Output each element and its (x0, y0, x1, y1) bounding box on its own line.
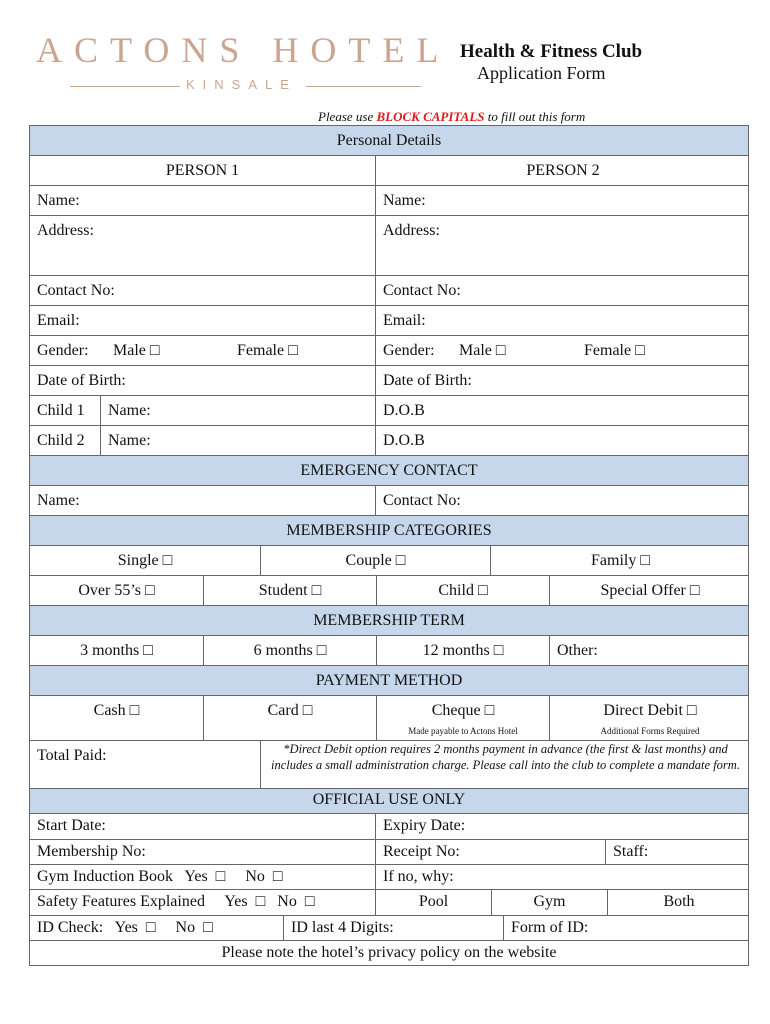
logo-location: KINSALE (186, 77, 297, 92)
person2-gender (375, 336, 750, 365)
person-header-row (29, 155, 749, 185)
section-membership-term (29, 605, 749, 635)
contact-row (29, 275, 749, 305)
direct-debit-note: Additional Forms Required (600, 726, 700, 736)
form-title: Health & Fitness Club (460, 41, 643, 62)
address-row (29, 215, 749, 275)
privacy-note-row (29, 940, 749, 966)
family-checkbox[interactable]: Family □ (490, 546, 750, 575)
gym-induction-checkboxes[interactable]: Gym Induction Book Yes □ No □ (37, 868, 283, 885)
couple-checkbox[interactable]: Couple □ (260, 546, 490, 575)
3-months-checkbox[interactable]: 3 months □ (80, 642, 153, 659)
person1-female-checkbox[interactable]: Female □ (237, 342, 298, 359)
section-title: PAYMENT METHOD (315, 672, 463, 689)
direct-debit-info: *Direct Debit option requires 2 months payment in advance (the first & last months) and includes a small administration charge. Please call into the club to complete a mandate form. (260, 741, 750, 788)
gym-option[interactable]: Gym (491, 890, 607, 915)
expiry-date-field[interactable]: Expiry Date: (375, 814, 750, 839)
membership-no-field[interactable]: Membership No: (37, 843, 146, 860)
direct-debit-checkbox[interactable]: Direct Debit □ (603, 702, 697, 719)
id-check-row (29, 915, 749, 940)
notice-emphasis: BLOCK CAPITALS (376, 109, 485, 124)
total-paid-field[interactable]: Total Paid: (37, 747, 107, 764)
dob-row (29, 365, 749, 395)
6-months-checkbox[interactable]: 6 months □ (203, 636, 376, 665)
other-term-field[interactable]: Other: (549, 636, 750, 665)
logo-rule-right (306, 86, 421, 87)
cash-checkbox[interactable]: Cash □ (93, 702, 140, 719)
dates-row (29, 813, 749, 839)
person2-male-checkbox[interactable]: Male □ (459, 342, 506, 359)
if-no-why-field[interactable]: If no, why: (375, 865, 750, 889)
person1-contact-field[interactable]: Contact No: (37, 282, 115, 299)
person1-email-field[interactable]: Email: (37, 312, 80, 329)
section-personal-details (29, 125, 749, 155)
logo-sub (36, 77, 426, 95)
person1-address-field[interactable]: Address: (37, 222, 94, 239)
email-row (29, 305, 749, 335)
category-row-1 (29, 545, 749, 575)
total-paid-row (29, 740, 749, 788)
gym-induction-row (29, 864, 749, 889)
person1-male-checkbox[interactable]: Male □ (113, 342, 160, 359)
person2-female-checkbox[interactable]: Female □ (584, 342, 645, 359)
12-months-checkbox[interactable]: 12 months □ (376, 636, 549, 665)
child1-row (29, 395, 749, 425)
person1-header: PERSON 1 (165, 162, 240, 179)
notice-text-1: Please use (318, 109, 377, 124)
child2-row (29, 425, 749, 455)
child1-name-field[interactable]: Name: (100, 396, 375, 425)
gender-row (29, 335, 749, 365)
term-row (29, 635, 749, 665)
person2-contact-field[interactable]: Contact No: (375, 276, 750, 305)
cheque-checkbox[interactable]: Cheque □ (431, 702, 495, 719)
section-membership-categories (29, 515, 749, 545)
hotel-logo (36, 30, 451, 95)
child2-name-field[interactable]: Name: (100, 426, 375, 455)
logo-wordmark: ACTONS HOTEL (36, 30, 451, 70)
child-checkbox[interactable]: Child □ (376, 576, 549, 605)
cheque-option (376, 696, 549, 740)
receipt-no-field[interactable]: Receipt No: (375, 840, 605, 864)
form-subtitle: Application Form (477, 63, 606, 83)
section-title: MEMBERSHIP TERM (313, 612, 465, 629)
application-form (29, 125, 749, 966)
special-offer-checkbox[interactable]: Special Offer □ (549, 576, 750, 605)
pool-option[interactable]: Pool (375, 890, 491, 915)
payment-row (29, 695, 749, 740)
person2-name-field[interactable]: Name: (375, 186, 750, 215)
person2-dob-field[interactable]: Date of Birth: (375, 366, 750, 395)
emergency-name-field[interactable]: Name: (37, 492, 80, 509)
privacy-note: Please note the hotel’s privacy policy on the website (221, 944, 557, 961)
name-row (29, 185, 749, 215)
child2-dob-field[interactable]: D.O.B (375, 426, 750, 455)
child2-label: Child 2 (37, 432, 85, 449)
both-option[interactable]: Both (607, 890, 750, 915)
child1-label: Child 1 (37, 402, 85, 419)
person1-gender (30, 336, 375, 365)
card-checkbox[interactable]: Card □ (203, 696, 376, 740)
block-capitals-notice (318, 109, 585, 125)
person2-address-field[interactable]: Address: (375, 216, 750, 275)
id-last-digits-field[interactable]: ID last 4 Digits: (283, 916, 503, 940)
section-payment-method (29, 665, 749, 695)
section-title: MEMBERSHIP CATEGORIES (286, 522, 492, 539)
cheque-note: Made payable to Actons Hotel (408, 726, 518, 736)
form-of-id-field[interactable]: Form of ID: (503, 916, 750, 940)
section-emergency-contact (29, 455, 749, 485)
gender-label: Gender: (383, 342, 435, 359)
single-checkbox[interactable]: Single □ (117, 552, 173, 569)
notice-text-2: to fill out this form (484, 109, 586, 124)
child1-dob-field[interactable]: D.O.B (375, 396, 750, 425)
emergency-contact-field[interactable]: Contact No: (375, 486, 750, 515)
category-row-2 (29, 575, 749, 605)
staff-field[interactable]: Staff: (605, 840, 750, 864)
person1-dob-field[interactable]: Date of Birth: (37, 372, 126, 389)
section-title: EMERGENCY CONTACT (300, 462, 478, 479)
logo-rule-left (70, 86, 180, 87)
start-date-field[interactable]: Start Date: (37, 817, 106, 834)
over55-checkbox[interactable]: Over 55’s □ (78, 582, 155, 599)
person2-email-field[interactable]: Email: (375, 306, 750, 335)
section-official-use (29, 788, 749, 813)
safety-features-checkboxes[interactable]: Safety Features Explained Yes □ No □ (37, 893, 315, 910)
section-title: OFFICIAL USE ONLY (312, 791, 466, 808)
membership-no-row (29, 839, 749, 864)
section-title: Personal Details (336, 132, 442, 149)
safety-row (29, 889, 749, 915)
id-check-checkboxes[interactable]: ID Check: Yes □ No □ (37, 919, 213, 936)
gender-label: Gender: (37, 342, 89, 359)
direct-debit-option (549, 696, 750, 740)
student-checkbox[interactable]: Student □ (203, 576, 376, 605)
emergency-row (29, 485, 749, 515)
person2-header: PERSON 2 (375, 156, 750, 185)
person1-name-field[interactable]: Name: (37, 192, 80, 209)
